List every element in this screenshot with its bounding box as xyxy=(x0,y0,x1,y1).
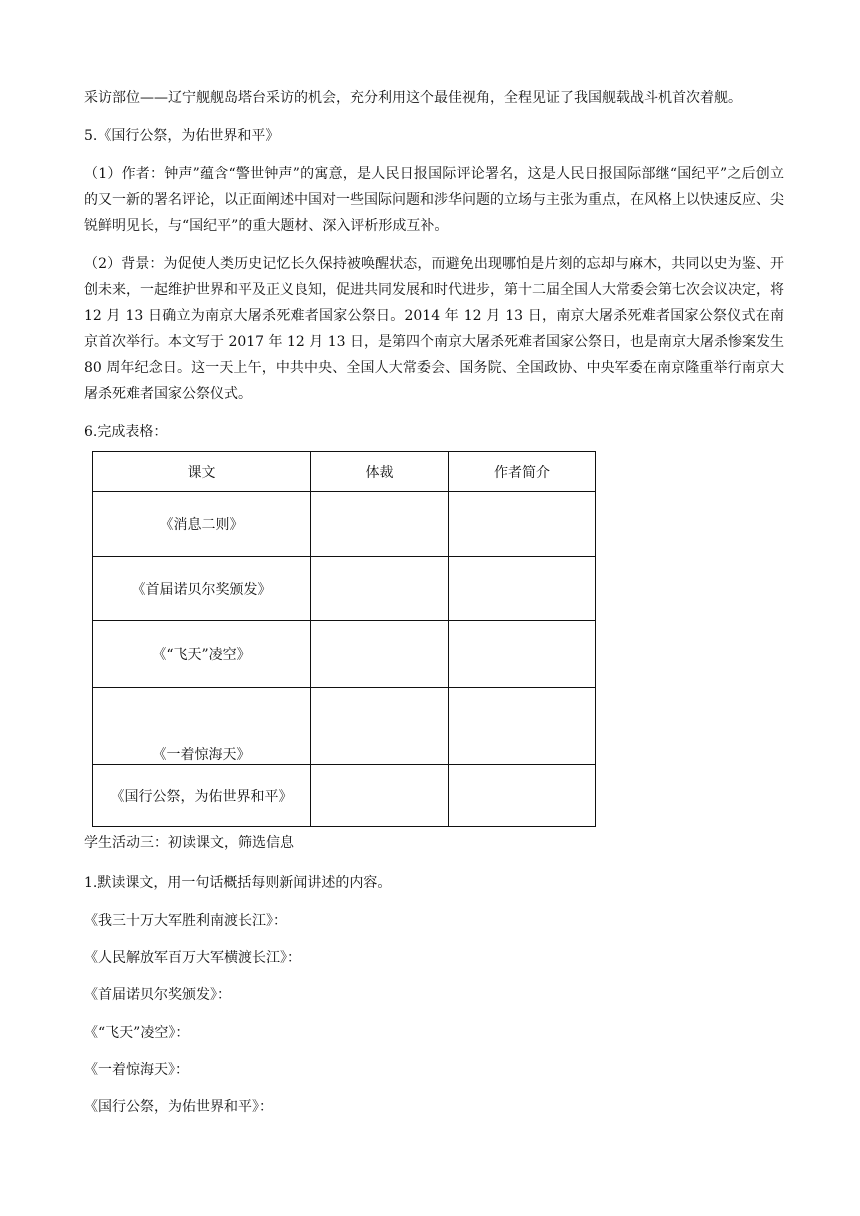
header-cell-text: 课文 xyxy=(93,452,311,492)
table-cell-author[interactable] xyxy=(449,765,596,827)
table-row xyxy=(93,557,596,621)
table-cell-genre[interactable] xyxy=(311,621,449,688)
table-cell-title: 《消息二则》 xyxy=(93,492,311,557)
table-cell-author[interactable] xyxy=(449,492,596,557)
header-cell-genre: 体裁 xyxy=(311,452,449,492)
table-row xyxy=(93,765,596,827)
table-cell-genre[interactable] xyxy=(311,492,449,557)
table-cell-genre[interactable] xyxy=(311,688,449,765)
table-cell-title: 《国行公祭，为佑世界和平》 xyxy=(93,765,311,827)
header-cell-author: 作者简介 xyxy=(449,452,596,492)
table-cell-genre[interactable] xyxy=(311,557,449,621)
table-cell-title: 《首届诺贝尔奖颁发》 xyxy=(93,557,311,621)
table-header-row xyxy=(93,452,596,492)
paragraph-background: （2）背景：为促使人类历史记忆长久保持被唤醒状态，而避免出现哪怕是片刻的忘却与麻木，共同以史为鉴、开创未来，一起维护世界和平及正义良知，促进共同发展和时代进步，第十二届全国人大常委会第七次会议决定，将 12 月 13 日确立为南京大屠杀死难者国家公祭日。2014 年 12 月 13 日，南京大屠杀死难者国家公祭仪式在南京首次举行。本文写于 2017 年 12 月 13 日，是第四个南京大屠杀死难者国家公祭日，也是南京大屠杀惨案发生 80 周年纪念日。这一天上午，中共中央、全国人大常委会、国务院、全国政协、中央军委在南京隆重举行南京大屠杀死难者国家公祭仪式。 xyxy=(84,256,784,402)
answer-line: 《人民解放军百万大军横渡长江》： xyxy=(84,950,301,966)
table-row xyxy=(93,688,596,765)
text-line-intro: 采访部位——辽宁舰舰岛塔台采访的机会，充分利用这个最佳视角，全程见证了我国舰载战斗机首次着舰。 xyxy=(84,90,742,106)
table-cell-genre[interactable] xyxy=(311,765,449,827)
table-cell-author[interactable] xyxy=(449,557,596,621)
table-cell-author[interactable] xyxy=(449,621,596,688)
table-row xyxy=(93,492,596,557)
table-cell-title: 《一着惊海天》 xyxy=(93,688,311,765)
paragraph-author: （1）作者：钟声”蕴含“警世钟声”的寓意，是人民日报国际评论署名，这是人民日报国际部继“国纪平”之后创立的又一新的署名评论，以正面阐述中国对一些国际问题和涉华问题的立场与主张为重点，在风格上以快速反应、尖锐鲜明见长，与“国纪平”的重大题材、深入评析形成互补。 xyxy=(84,166,784,234)
activity-heading: 学生活动三：初读课文，筛选信息 xyxy=(84,835,294,851)
question-1: 1.默读课文，用一句话概括每则新闻讲述的内容。 xyxy=(84,875,392,891)
answer-line: 《“飞天”凌空》： xyxy=(84,1025,190,1041)
answer-line: 《国行公祭，为佑世界和平》： xyxy=(84,1099,273,1115)
section-heading-6: 6.完成表格： xyxy=(84,424,168,440)
answer-line: 《一着惊海天》： xyxy=(84,1062,189,1078)
table-row xyxy=(93,621,596,688)
fill-in-table xyxy=(92,451,596,827)
answer-line: 《首届诺贝尔奖颁发》： xyxy=(84,987,231,1003)
section-heading-5: 5.《国行公祭，为佑世界和平》 xyxy=(84,128,280,144)
table-cell-author[interactable] xyxy=(449,688,596,765)
table-cell-title: 《“飞天”凌空》 xyxy=(93,621,311,688)
answer-line: 《我三十万大军胜利南渡长江》： xyxy=(84,913,287,929)
